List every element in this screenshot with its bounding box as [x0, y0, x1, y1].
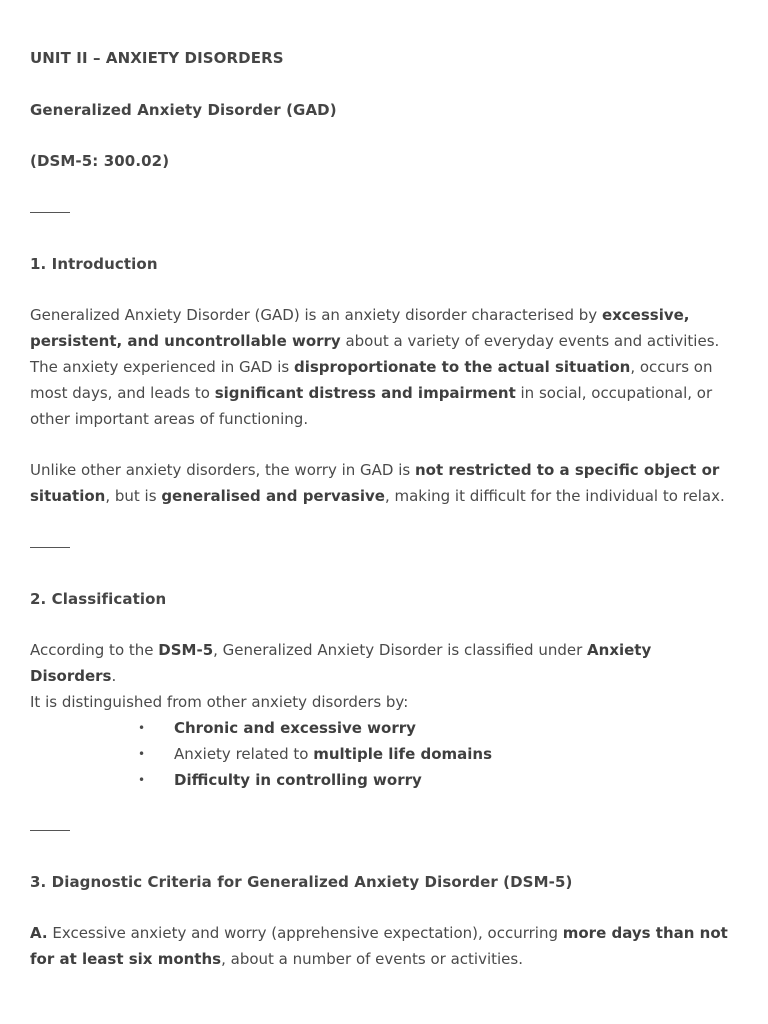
classification-paragraph-2: It is distinguished from other anxiety disorders by:	[30, 693, 409, 711]
unit-title: UNIT II – ANXIETY DISORDERS	[30, 49, 284, 67]
introduction-heading: 1. Introduction	[30, 255, 158, 273]
criterion-a: A. Excessive anxiety and worry (apprehensive expectation), occurring more days than not for at least six months, about a number of events or activities.	[30, 924, 728, 968]
introduction-paragraph-2: Unlike other anxiety disorders, the worry in GAD is not restricted to a specific object or situation, but is generalised and pervasive, making it difficult for the individual to relax.	[30, 461, 725, 505]
introduction-paragraph-1: Generalized Anxiety Disorder (GAD) is an anxiety disorder characterised by excessive, persistent, and uncontrollable worry about a variety of everyday events and activities. The anxiety experienced in GAD is disproportionate to the actual situation, occurs on most days, and leads to significant distress and impairment in social, occupational, or other important areas of functioning.	[30, 306, 720, 428]
classification-paragraph-1: According to the DSM-5, Generalized Anxiety Disorder is classified under Anxiety Disorders.	[30, 641, 652, 685]
list-item: • Chronic and excessive worry	[30, 715, 742, 741]
classification-heading: 2. Classification	[30, 590, 167, 608]
list-item: • Difficulty in controlling worry	[30, 767, 742, 793]
section-divider	[30, 547, 70, 548]
bullet-icon: •	[138, 747, 146, 761]
section-divider	[30, 212, 70, 213]
dsm-code: (DSM-5: 300.02)	[30, 152, 170, 170]
list-item: • Anxiety related to multiple life domains	[30, 741, 742, 767]
bullet-icon: •	[138, 773, 146, 787]
section-divider	[30, 830, 70, 831]
bullet-icon: •	[138, 721, 146, 735]
criteria-heading: 3. Diagnostic Criteria for Generalized Anxiety Disorder (DSM-5)	[30, 873, 573, 891]
bullet-list	[30, 715, 742, 793]
topic-title: Generalized Anxiety Disorder (GAD)	[30, 101, 337, 119]
